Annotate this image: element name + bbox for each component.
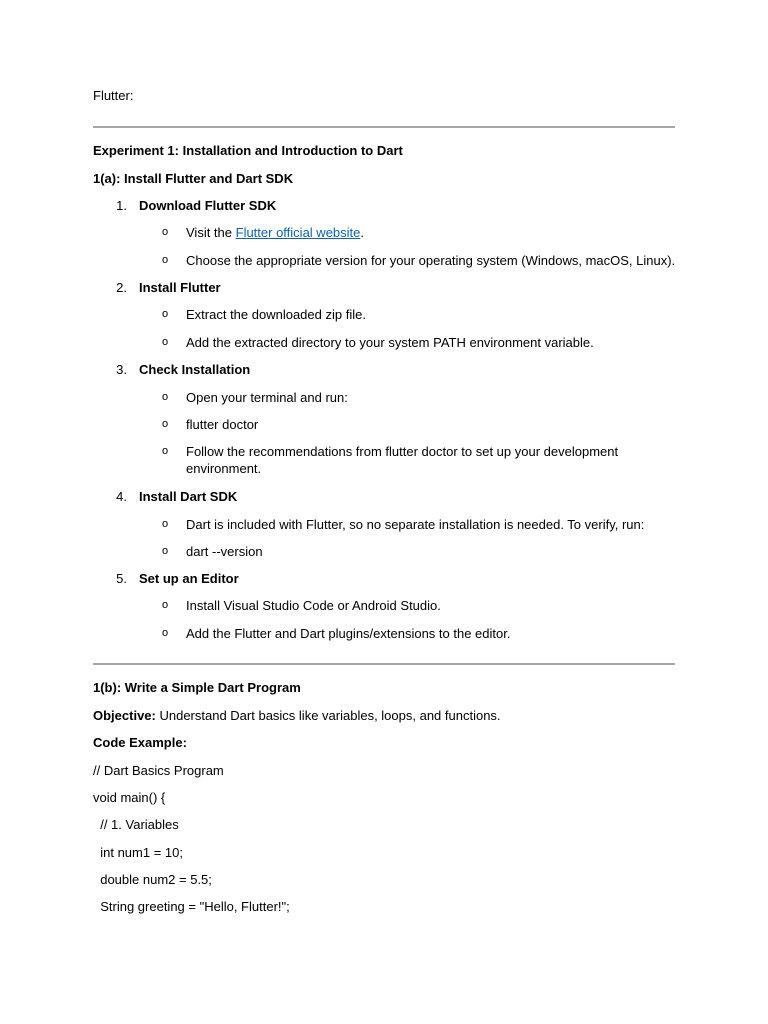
bullet-marker: o [162, 418, 169, 430]
bullet-marker: o [162, 627, 169, 639]
code-line: void main() { [93, 790, 166, 805]
objective-label: Objective: [93, 708, 156, 723]
step-number: 5. [116, 571, 127, 586]
flutter-website-link[interactable]: Flutter official website [235, 225, 361, 240]
step-number: 2. [116, 280, 127, 295]
code-line: // Dart Basics Program [93, 763, 224, 778]
list-item: Open your terminal and run: [186, 390, 348, 405]
objective-paragraph [93, 707, 501, 724]
code-line: int num1 = 10; [93, 845, 183, 860]
step-number: 3. [116, 362, 127, 377]
list-item: Follow the recommendations from flutter doctor to set up your development environment. [186, 444, 619, 476]
objective-text: Understand Dart basics like variables, loops, and functions. [155, 708, 501, 723]
horizontal-rule [93, 126, 675, 128]
step-title-download-flutter-sdk: Download Flutter SDK [139, 198, 277, 213]
list-item: Add the Flutter and Dart plugins/extensions to the editor. [186, 626, 511, 641]
page-title: Flutter: [93, 88, 134, 103]
bullet-marker: o [162, 391, 169, 403]
bullet-marker: o [162, 518, 169, 530]
section-heading-1a: 1(a): Install Flutter and Dart SDK [93, 171, 294, 186]
code-line: double num2 = 5.5; [93, 872, 212, 887]
step-title-set-up-editor: Set up an Editor [139, 571, 239, 586]
list-item: Dart is included with Flutter, so no separate installation is needed. To verify, run: [186, 517, 645, 532]
list-item: Add the extracted directory to your system PATH environment variable. [186, 335, 594, 350]
list-item: Extract the downloaded zip file. [186, 307, 366, 322]
experiment-heading: Experiment 1: Installation and Introduction to Dart [93, 143, 403, 158]
code-line: String greeting = "Hello, Flutter!"; [93, 899, 290, 914]
bullet-marker: o [162, 254, 169, 266]
section-heading-1b: 1(b): Write a Simple Dart Program [93, 680, 301, 695]
list-item-text: Visit the [186, 225, 236, 240]
step-number: 4. [116, 489, 127, 504]
list-item: dart --version [186, 544, 263, 559]
step-title-install-dart-sdk: Install Dart SDK [139, 489, 238, 504]
list-item [186, 224, 364, 241]
code-line: // 1. Variables [93, 817, 179, 832]
bullet-marker: o [162, 336, 169, 348]
bullet-marker: o [162, 545, 169, 557]
code-example-label: Code Example: [93, 735, 187, 750]
bullet-marker: o [162, 445, 169, 457]
bullet-marker: o [162, 308, 169, 320]
bullet-marker: o [162, 599, 169, 611]
list-item: Choose the appropriate version for your operating system (Windows, macOS, Linux). [186, 253, 676, 268]
list-item: Install Visual Studio Code or Android Studio. [186, 598, 441, 613]
horizontal-rule [93, 663, 675, 665]
step-title-install-flutter: Install Flutter [139, 280, 221, 295]
list-item: flutter doctor [186, 417, 259, 432]
step-title-check-installation: Check Installation [139, 362, 251, 377]
bullet-marker: o [162, 226, 169, 238]
list-item-text: . [360, 225, 365, 240]
step-number: 1. [116, 198, 127, 213]
